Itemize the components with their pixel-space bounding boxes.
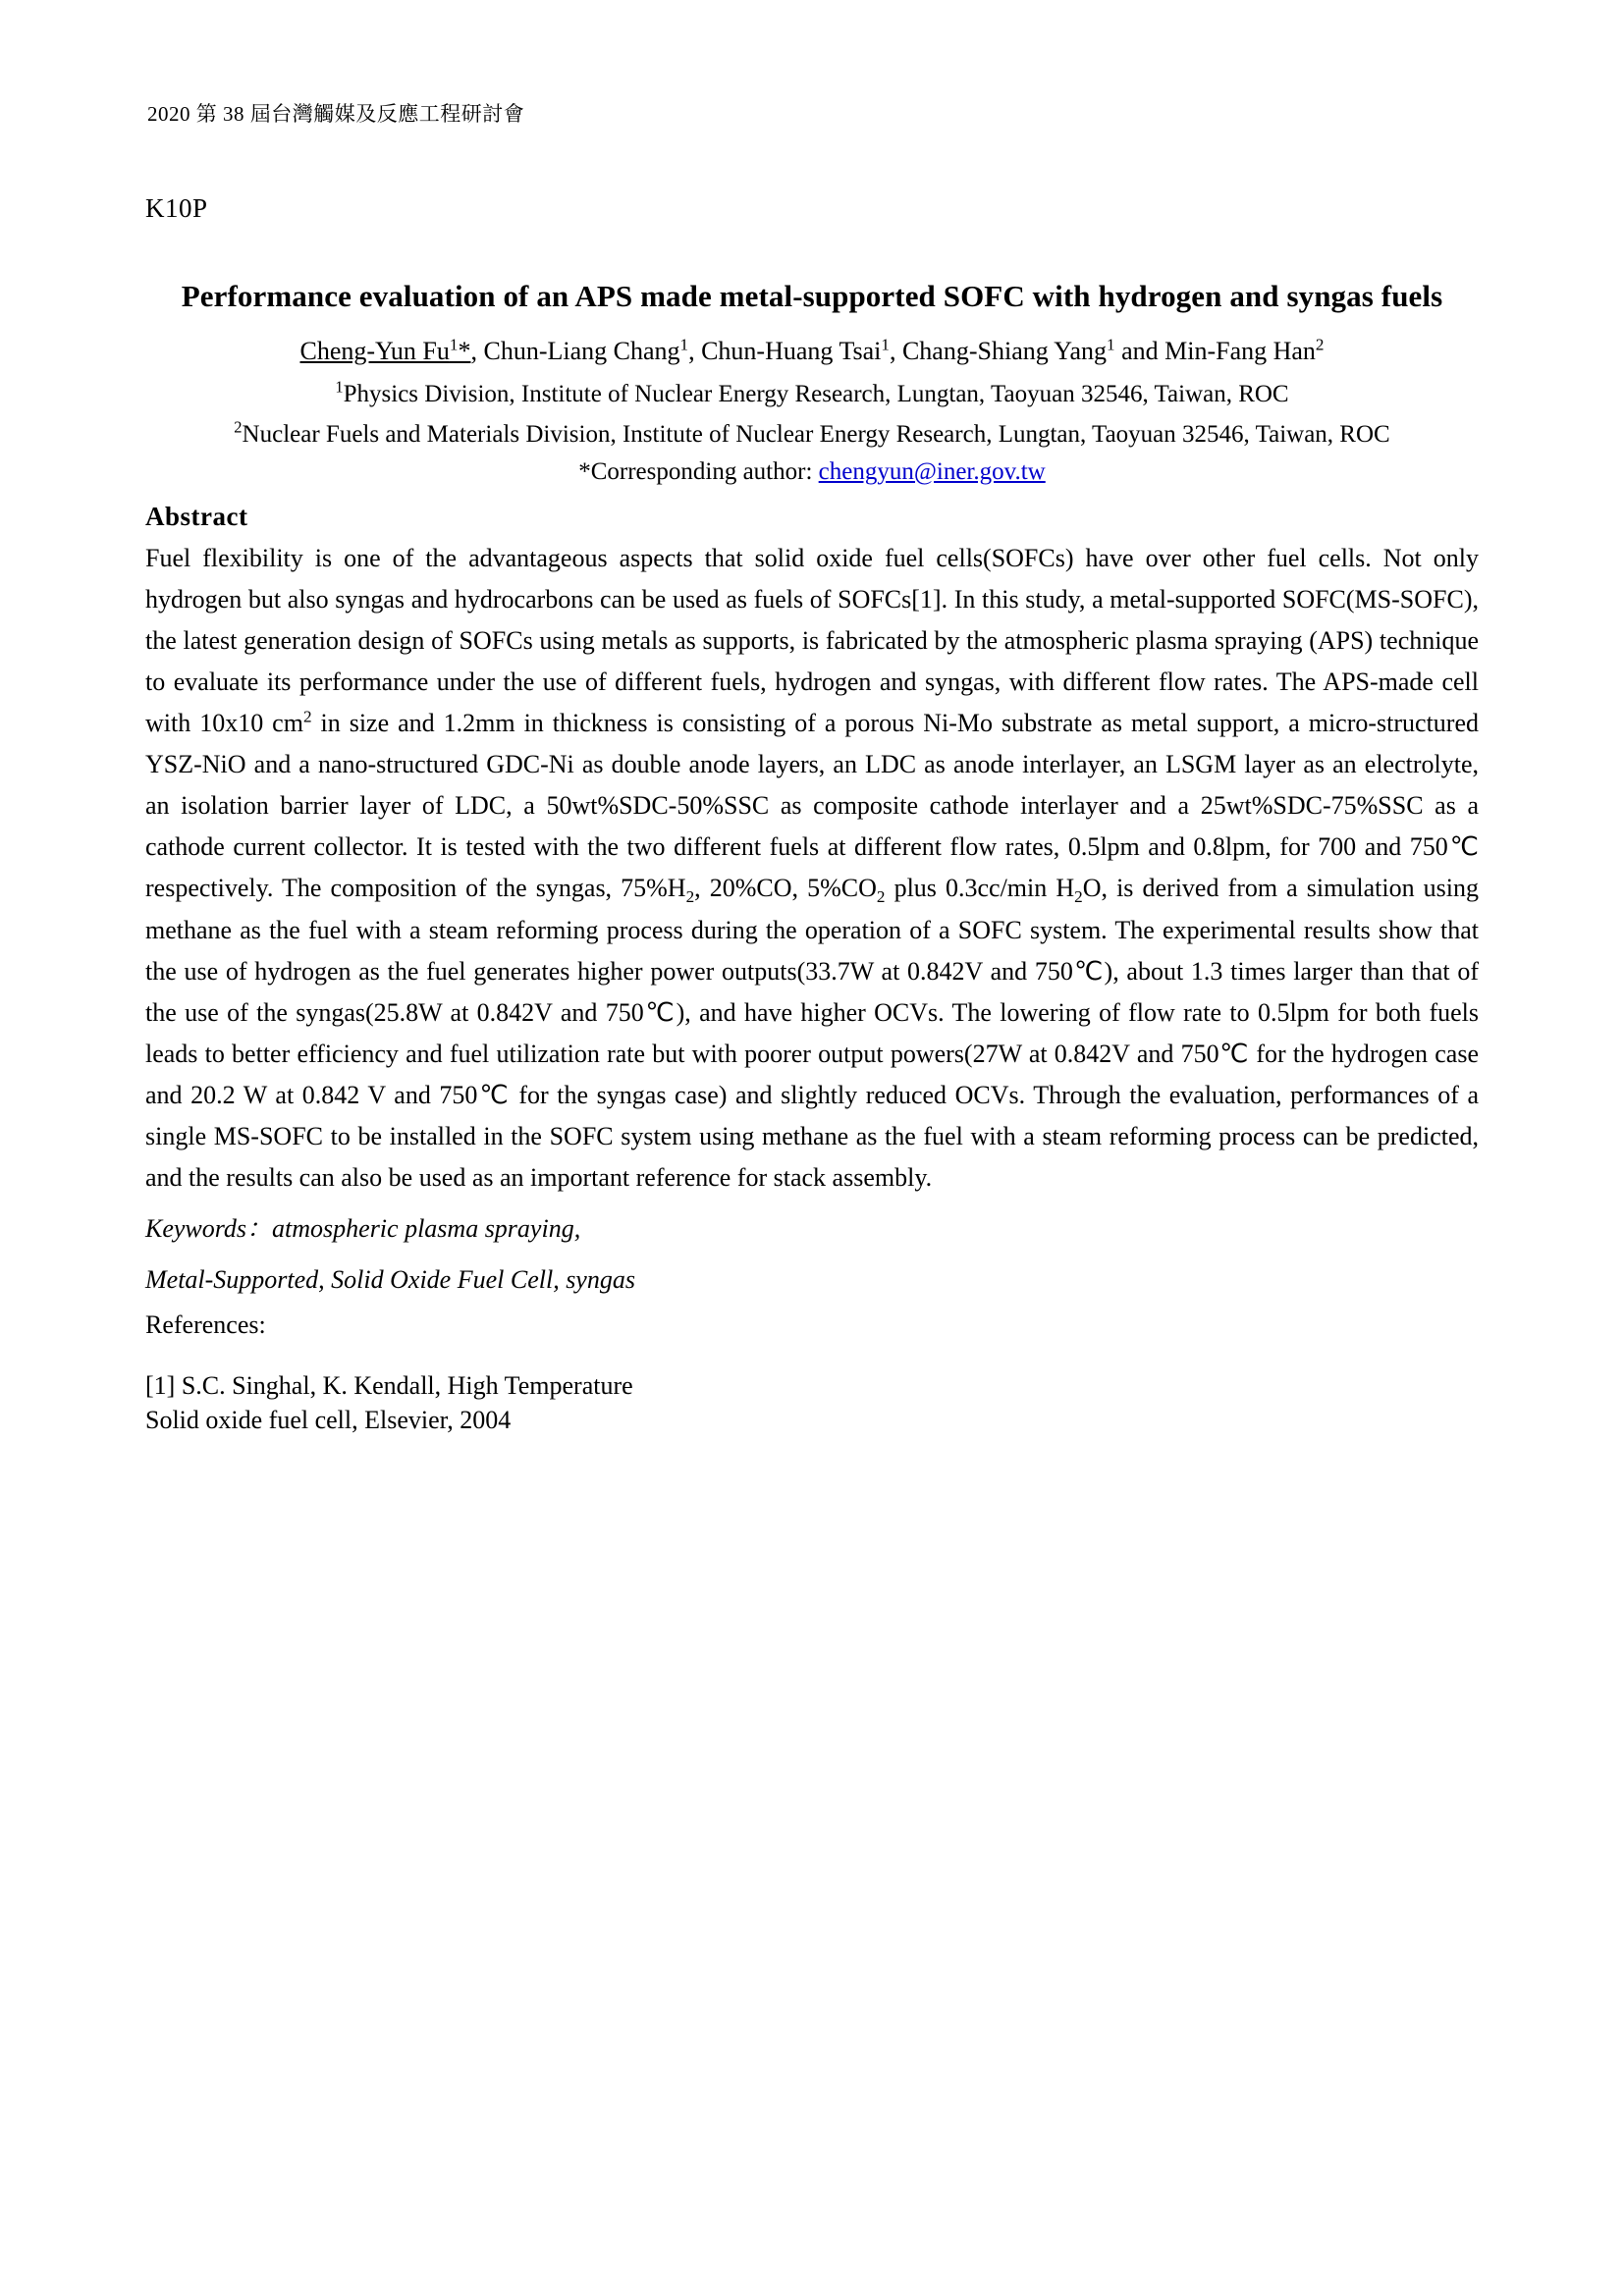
corresponding-email-link[interactable]: chengyun@iner.gov.tw (818, 457, 1046, 485)
header-divider (145, 132, 1479, 133)
affiliation-2-text: Nuclear Fuels and Materials Division, Institute of Nuclear Energy Research, Lungtan, Taoyuan 32546, Taiwan, ROC (242, 420, 1390, 448)
affiliation-1: $^1$Physics Division, Institute of Nuclear Energy Research, Lungtan, Taoyuan 32546, Taiwan, ROC (335, 377, 1289, 408)
references-heading: References: (145, 1310, 266, 1340)
keywords-line-1: Keywords：atmospheric plasma spraying, (145, 1214, 581, 1244)
page-title: Performance evaluation of an APS made metal-supported SOFC with hydrogen and syngas fuels (181, 279, 1443, 313)
abstract-body: Fuel flexibility is one of the advantageous aspects that solid oxide fuel cells(SOFCs) have over other fuel cells. Not only hydrogen but also syngas and hydrocarbons can be used as fuels of SOFCs[1]. In this study, a metal-supported SOFC(MS-SOFC), the latest generation design of SOFCs using metals as supports, is fabricated by the atmospheric plasma spraying (APS) technique to evaluate its performance under the use of different fuels, hydrogen and syngas, with different flow rates. The APS-made cell with 10x10 $cm^2$ in size and 1.2mm in thickness is consisting of a porous Ni-Mo substrate as metal support, a micro-structured YSZ-NiO and a nano-structured GDC-Ni as double anode layers, an LDC as anode interlayer, an LSGM layer as an electrolyte, an isolation barrier layer of LDC, a 50wt%SDC-50%SSC as composite cathode interlayer and a 25wt%SDC-75%SSC as a cathode current collector. It is tested with the two different fuels at different flow rates, 0.5lpm and 0.8lpm, for 700 and 750℃ respectively. The composition of the syngas, $75\%H_2$, 20%CO, $5\%CO_2$ plus 0.3cc/min $H_2O$, is derived from a simulation using methane as the fuel with a steam reforming process during the operation of a SOFC system. The experimental results show that the use of hydrogen as the fuel generates higher power outputs(33.7W at 0.842V and 750℃), about 1.3 times larger than that of the use of the syngas(25.8W at 0.842V and 750℃), and have higher OCVs. The lowering of flow rate to 0.5lpm for both fuels leads to better efficiency and fuel utilization rate but with poorer output powers(27W at 0.842V and 750℃ for the hydrogen case and 20.2 W at 0.842 V and 750℃ for the syngas case) and slightly reduced OCVs. Through the evaluation, performances of a single MS-SOFC to be installed in the SOFC system using methane as the fuel with a steam reforming process can be predicted, and the results can also be used as an important reference for stack assembly. (145, 543, 1480, 1193)
keywords-line-2: Metal-Supported, Solid Oxide Fuel Cell, syngas (145, 1265, 635, 1295)
reference-line-1: [1] S.C. Singhal, K. Kendall, High Temperature (145, 1370, 633, 1400)
corresponding-author (145, 458, 1479, 486)
corresponding-label: *Corresponding author: (578, 457, 819, 485)
paper-id: K10P (145, 193, 208, 223)
abstract-heading: Abstract (145, 501, 248, 531)
affiliation-1-text: Physics Division, Institute of Nuclear Energy Research, Lungtan, Taoyuan 32546, Taiwan, ROC (343, 381, 1289, 408)
author-list (145, 332, 1479, 370)
running-head: 2020 第 38 屆台灣觸媒及反應工程研討會 (147, 102, 525, 126)
affiliation-2: $^2$Nuclear Fuels and Materials Division, Institute of Nuclear Energy Research, Lungtan, Taoyuan 32546, Taiwan, ROC (234, 417, 1390, 448)
reference-line-2: Solid oxide fuel cell, Elsevier, 2004 (145, 1406, 512, 1435)
author-corresponding: Cheng-Yun Fu$^1$* (299, 335, 471, 366)
author-others: , Chun-Liang Chang$^1$, Chun-Huang Tsai$^1$, Chang-Shiang Yang$^1$ and Min-Fang Han$^2$ (470, 335, 1325, 366)
reference-item (145, 1368, 1479, 1439)
